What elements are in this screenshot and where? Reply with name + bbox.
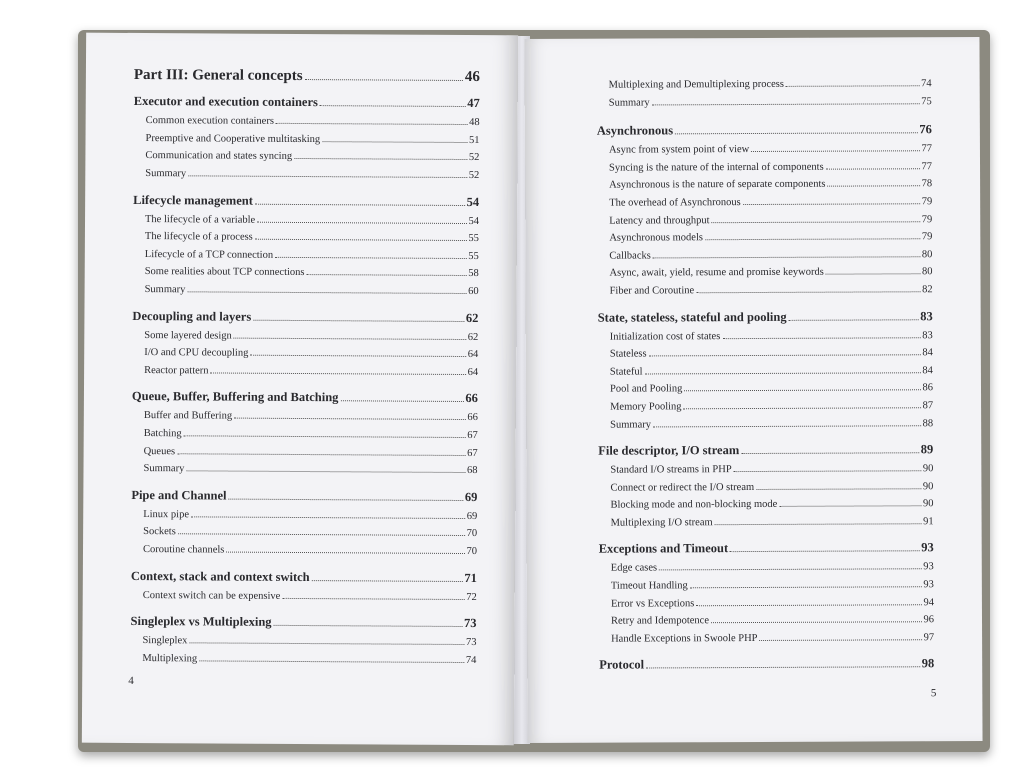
leader-dots [320, 96, 465, 107]
toc-section [145, 263, 479, 283]
toc-section [144, 443, 478, 463]
toc-section-title: The lifecycle of a process [144, 231, 253, 243]
toc-section-title: Retry and Idempotence [610, 615, 709, 627]
toc-chapter-page: 73 [464, 616, 477, 631]
toc-section-page: 70 [466, 528, 478, 540]
leader-dots [178, 526, 465, 537]
toc-chapter [131, 569, 477, 586]
toc-section-page: 62 [467, 331, 479, 343]
toc-section-page: 70 [466, 545, 478, 558]
toc-chapter-page: 54 [466, 194, 480, 209]
leader-dots [294, 151, 467, 161]
toc-section-page: 74 [921, 78, 932, 90]
toc-section [143, 541, 477, 561]
toc-chapter [133, 193, 479, 210]
toc-chapter [598, 309, 933, 325]
toc-chapter-title: Singleplex vs Multiplexing [130, 614, 272, 629]
toc-section [611, 576, 934, 595]
toc-section-title: Reactor pattern [144, 364, 209, 377]
leader-dots [826, 266, 920, 275]
toc-section-page: 58 [468, 268, 479, 280]
toc-section-title: Context switch can be expensive [142, 589, 281, 602]
toc-section-title: Edge cases [610, 562, 658, 575]
toc-section [143, 587, 477, 607]
toc-section [145, 228, 479, 248]
toc-section [143, 460, 477, 480]
toc-section-page: 79 [921, 231, 933, 243]
page-number: 4 [128, 674, 134, 687]
toc-section [610, 380, 933, 399]
leader-dots [276, 115, 467, 125]
toc-section-page: 97 [923, 632, 935, 644]
toc-section-page: 52 [468, 152, 480, 164]
leader-dots [255, 231, 467, 241]
toc-section-page: 94 [923, 596, 934, 608]
toc-section [609, 176, 932, 195]
toc-section [146, 112, 480, 132]
toc-section-page: 83 [922, 329, 933, 341]
toc-section-title: The overhead of Asynchronous [609, 197, 741, 209]
leader-dots [646, 657, 920, 669]
toc-section-page: 73 [465, 637, 477, 649]
toc-section-page: 64 [467, 366, 479, 378]
toc-section [609, 264, 932, 283]
leader-dots [779, 498, 921, 507]
toc-chapter [598, 442, 933, 458]
leader-dots [186, 463, 465, 474]
toc-chapter-title: Asynchronous [596, 123, 674, 138]
leader-dots [282, 590, 464, 600]
leader-dots [690, 578, 922, 588]
toc-chapter-title: Queue, Buffer, Buffering and Batching [131, 389, 339, 405]
toc-section-title: Multiplexing and Demultiplexing process [608, 78, 784, 91]
toc-section [145, 246, 479, 266]
toc-chapter-title: Lifecycle management [133, 192, 253, 208]
leader-dots [177, 445, 465, 456]
toc-section-title: Handle Exceptions in Swoole PHP [611, 632, 758, 645]
toc-section-title: Blocking mode and non-blocking mode [610, 499, 778, 511]
leader-dots [734, 462, 921, 472]
leader-dots [652, 95, 920, 105]
toc-section [609, 228, 932, 247]
toc-section-title: Queues [143, 445, 176, 457]
toc-section-title: Stateless [609, 348, 647, 360]
toc-section [610, 397, 933, 416]
toc-chapter-page: 47 [467, 96, 480, 111]
leader-dots [312, 570, 463, 581]
toc-section-page: 82 [922, 284, 933, 296]
leader-dots [322, 133, 467, 143]
toc-section-page: 79 [921, 213, 933, 225]
toc-section [142, 650, 476, 670]
toc-section-title: I/O and CPU decoupling [144, 347, 249, 359]
toc-chapter [599, 657, 934, 673]
leader-dots [645, 364, 921, 374]
toc-chapter-title: State, stateless, stateful and pooling [597, 309, 787, 325]
toc-section-title: Asynchronous is the nature of separate components [609, 179, 826, 192]
toc-section [610, 415, 933, 434]
toc-section-title: Buffer and Buffering [143, 410, 233, 422]
toc-section-page: 54 [468, 215, 480, 227]
toc-section-title: Fiber and Coroutine [609, 285, 695, 297]
leader-dots [705, 231, 920, 241]
toc-section-title: The lifecycle of a variable [145, 213, 256, 226]
toc-section [142, 632, 476, 652]
toc-section-title: Common execution containers [145, 115, 274, 128]
leader-dots [675, 123, 917, 134]
leader-dots [211, 364, 466, 374]
leader-dots [722, 329, 920, 339]
toc-chapter-page: 69 [464, 489, 478, 504]
leader-dots [340, 391, 463, 402]
toc-section [610, 495, 933, 514]
toc-section [610, 344, 933, 363]
toc-section-page: 78 [921, 178, 933, 190]
leader-dots [307, 267, 467, 277]
leader-dots [826, 160, 920, 169]
toc-section-page: 67 [467, 447, 478, 459]
part-page: 46 [464, 69, 480, 86]
toc-section-title: Summary [608, 97, 650, 109]
toc-section-title: Latency and throughput [609, 214, 710, 227]
leader-dots [659, 561, 921, 571]
toc-section-title: Coroutine channels [142, 543, 225, 556]
leader-dots [696, 283, 920, 293]
toc-chapter-page: 83 [920, 308, 933, 323]
leader-dots [189, 635, 464, 646]
toc-section-title: Summary [145, 168, 187, 180]
toc-section-page: 90 [922, 498, 934, 510]
leader-dots [715, 515, 921, 525]
leader-dots [253, 310, 464, 322]
toc-chapter-title: Context, stack and context switch [130, 568, 310, 584]
toc-section [611, 559, 934, 578]
leader-dots [711, 614, 922, 624]
toc-chapter-title: Pipe and Channel [131, 487, 227, 503]
toc-chapter-title: File descriptor, I/O stream [598, 443, 740, 458]
toc-section-page: 64 [467, 349, 479, 361]
toc-section-title: Initialization cost of states [609, 330, 721, 343]
toc-section-title: Multiplexing [142, 652, 198, 665]
toc-part-heading [134, 67, 480, 86]
toc-section-title: Some realities about TCP connections [144, 266, 305, 279]
toc-section-title: Connect or redirect the I/O stream [610, 481, 755, 494]
toc-section-page: 88 [922, 417, 934, 429]
toc-chapter [131, 488, 477, 505]
toc-section [145, 211, 479, 231]
toc-section-page: 67 [467, 429, 478, 442]
toc-section-page: 91 [923, 516, 934, 528]
leader-dots [759, 631, 921, 641]
page-number: 5 [930, 687, 937, 700]
leader-dots [756, 480, 921, 490]
leader-dots [786, 77, 919, 86]
toc-section-title: Multiplexing I/O stream [610, 517, 713, 529]
toc-chapter [132, 309, 478, 326]
toc-section [145, 147, 479, 167]
toc-section-title: Pool and Pooling [609, 383, 683, 395]
toc-section-page: 60 [468, 286, 479, 298]
toc-section-page: 96 [923, 614, 935, 626]
leader-dots [184, 427, 466, 438]
right-page [524, 37, 982, 743]
toc-section [144, 327, 478, 347]
toc-section [609, 246, 932, 265]
toc-section-page: 80 [921, 248, 933, 261]
toc-section-title: Stateful [609, 366, 643, 378]
toc-section [144, 407, 478, 427]
toc-section [610, 460, 933, 479]
toc-section-title: Memory Pooling [610, 401, 682, 413]
toc-chapter-page: 66 [465, 391, 478, 406]
toc-section [144, 362, 478, 382]
toc-section-page: 68 [466, 465, 478, 477]
leader-dots [255, 194, 465, 206]
toc-section-page: 75 [921, 95, 932, 107]
toc-section-page: 66 [467, 412, 478, 424]
toc-section-title: Linux pipe [143, 508, 190, 521]
toc-section-title: Syncing is the nature of the internal of components [609, 161, 824, 174]
toc-section [611, 594, 934, 613]
toc-section-page: 48 [469, 117, 480, 129]
leader-dots [684, 382, 920, 392]
toc-chapter-page: 62 [465, 310, 479, 325]
toc-section-page: 74 [465, 654, 477, 666]
toc-section-title: Standard I/O streams in PHP [610, 464, 732, 476]
toc-section-page: 77 [921, 161, 933, 173]
toc-section-title: Some layered design [144, 329, 232, 342]
leader-dots [712, 213, 920, 223]
toc-section-page: 69 [466, 510, 478, 522]
leader-dots [191, 508, 465, 519]
leader-dots [226, 544, 464, 554]
toc-section-title: Summary [143, 463, 185, 475]
toc-section [610, 362, 933, 381]
toc-chapter-page: 93 [921, 540, 934, 555]
toc-section [610, 327, 933, 346]
toc-section [143, 523, 477, 543]
toc-section-page: 55 [468, 233, 479, 245]
toc-section-title: Lifecycle of a TCP connection [144, 248, 274, 261]
toc-section [145, 281, 479, 301]
toc-section [610, 281, 933, 300]
toc-section-title: Timeout Handling [610, 580, 688, 592]
toc-section [611, 513, 934, 532]
toc-section [610, 478, 933, 497]
toc-section-title: Asynchronous models [609, 232, 703, 244]
leader-dots [653, 417, 921, 427]
toc-section [143, 506, 477, 526]
leader-dots [257, 213, 466, 223]
toc-section-page: 90 [922, 463, 934, 475]
toc-section [611, 629, 934, 648]
toc-section [609, 75, 932, 94]
leader-dots [274, 616, 463, 628]
toc-section-title: Singleplex [142, 635, 188, 647]
toc-chapter-title: Executor and execution containers [133, 94, 318, 110]
toc-section [609, 158, 932, 177]
leader-dots [228, 489, 462, 501]
leader-dots [199, 652, 464, 662]
toc-section-page: 77 [921, 143, 932, 155]
toc-section [145, 165, 479, 185]
leader-dots [741, 443, 919, 454]
toc-section-page: 55 [468, 250, 479, 262]
leader-dots [234, 410, 465, 420]
leader-dots [743, 195, 920, 205]
leader-dots [305, 68, 463, 81]
left-page [82, 33, 518, 746]
toc-section-title: Error vs Exceptions [610, 597, 695, 610]
toc-chapter [131, 614, 477, 631]
toc-section-title: Async from system point of view [608, 144, 750, 156]
toc-chapter [134, 94, 480, 111]
toc-section-title: Summary [610, 418, 652, 431]
toc-section-page: 86 [922, 382, 934, 394]
toc-chapter-page: 71 [464, 570, 477, 585]
toc-section [609, 193, 932, 212]
toc-chapter [132, 389, 478, 406]
toc-chapter-title: Decoupling and layers [132, 308, 252, 324]
leader-dots [250, 347, 465, 357]
toc-section-page: 51 [468, 134, 480, 146]
leader-dots [653, 248, 920, 258]
toc-section [609, 140, 932, 159]
toc-section [144, 344, 478, 364]
toc-section-page: 93 [923, 579, 934, 591]
toc-section-page: 72 [466, 591, 477, 603]
leader-dots [684, 399, 921, 409]
toc-chapter-page: 98 [921, 656, 935, 671]
toc-section-page: 52 [468, 170, 480, 182]
toc-chapter-page: 89 [920, 442, 934, 457]
leader-dots [234, 329, 466, 339]
toc-section-title: Batching [143, 428, 182, 440]
toc-section [611, 611, 934, 630]
toc-section-title: Communication and states syncing [145, 150, 293, 163]
leader-dots [730, 541, 919, 552]
leader-dots [789, 309, 919, 320]
part-title: Part III: General concepts [133, 67, 303, 85]
toc-section-page: 90 [922, 480, 934, 492]
toc-section [145, 130, 479, 150]
toc-section-page: 84 [922, 347, 933, 359]
toc-section-title: Sockets [143, 526, 176, 538]
toc-section-title: Async, await, yield, resume and promise keywords [609, 267, 824, 279]
leader-dots [827, 178, 919, 187]
leader-dots [188, 167, 467, 178]
toc-chapter-title: Exceptions and Timeout [598, 541, 729, 557]
toc-section-title: Callbacks [609, 250, 651, 262]
toc-section [144, 425, 478, 445]
right-toc [525, 75, 983, 676]
left-toc [82, 67, 518, 670]
toc-section-page: 87 [922, 400, 934, 412]
toc-chapter [597, 122, 932, 138]
leader-dots [696, 596, 921, 606]
toc-section-page: 79 [921, 196, 933, 208]
leader-dots [751, 143, 919, 153]
toc-section-title: Summary [144, 284, 186, 296]
toc-section-page: 80 [921, 266, 933, 278]
toc-section [609, 93, 932, 112]
toc-chapter-page: 76 [919, 122, 932, 137]
leader-dots [187, 283, 466, 294]
toc-section [609, 211, 932, 230]
toc-chapter [599, 541, 934, 557]
toc-section-title: Preemptive and Cooperative multitasking [145, 132, 321, 145]
leader-dots [275, 249, 466, 259]
leader-dots [649, 347, 921, 357]
toc-chapter-title: Protocol [599, 657, 645, 673]
toc-section-page: 93 [923, 561, 934, 573]
toc-section-page: 84 [922, 364, 933, 376]
